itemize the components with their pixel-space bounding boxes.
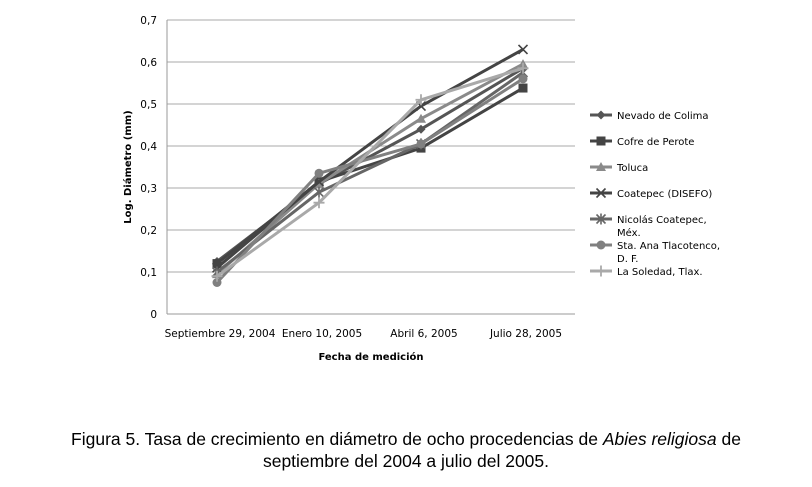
legend-label: La Soledad, Tlax. [617,267,703,278]
caption-text: Figura 5. Tasa de crecimiento en diámetro de ocho procedencias de [71,429,603,449]
y-tick-label: 0,1 [140,267,157,279]
data-point [519,84,528,93]
legend-label: Nevado de Colima [617,111,709,122]
series-5 [213,74,528,287]
x-tick-label: Enero 10, 2005 [281,328,363,340]
caption-suffix: de [716,429,741,449]
x-tick-label: Abril 6, 2005 [390,328,458,340]
legend-entry [590,111,709,123]
y-tick-label: 0,3 [140,183,157,195]
legend-label: Coatepec (DISEFO) [617,189,713,200]
legend-entry [590,189,712,201]
x-tick-label: Septiembre 29, 2004 [164,328,276,340]
data-point [519,74,528,83]
data-point [597,137,606,146]
legend [590,111,720,279]
y-tick-label: 0,2 [140,225,157,237]
caption-species: Abies religiosa [602,429,717,449]
y-tick-label: 0,4 [140,141,157,153]
y-tick-label: 0,6 [140,57,157,69]
x-tick-labels [165,328,562,340]
figure-caption [0,428,812,472]
legend-entry [590,241,720,266]
series-6 [212,63,529,282]
caption-line-2: septiembre del 2004 a julio del 2005. [262,451,550,471]
legend-entry [590,266,703,279]
y-tick-label: 0 [150,309,157,321]
data-point [417,139,426,148]
x-tick-label: Julio 28, 2005 [489,328,563,340]
y-tick-label: 0,5 [140,99,157,111]
data-point [519,45,528,54]
y-tick-label: 0,7 [140,15,157,27]
legend-label: Nicolás Coatepec, Méx. [617,215,707,239]
series-line [217,68,523,276]
legend-entry [590,162,648,174]
legend-label: Cofre de Perote [617,137,695,148]
x-axis-title: Fecha de medición [318,352,424,363]
data-point [315,169,324,178]
data-point [597,241,606,250]
series-lines [212,45,529,287]
data-point [597,111,606,120]
legend-entry [590,214,707,240]
y-tick-labels [140,15,157,321]
y-axis-title: Log. Diámetro (mm) [123,110,134,224]
legend-entry [590,137,694,149]
data-point [596,266,607,277]
legend-label: Sta. Ana Tlacotenco, D. F. [617,241,721,265]
series-line [217,79,523,283]
legend-label: Toluca [617,163,649,174]
